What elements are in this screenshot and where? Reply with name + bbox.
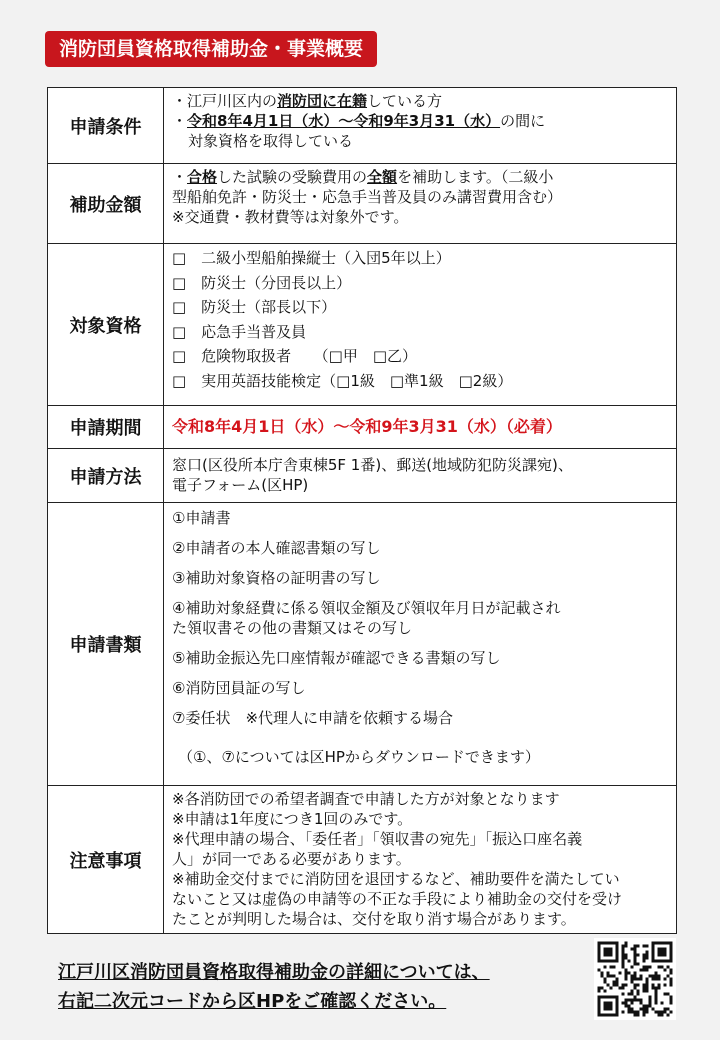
row-qualifications: [48, 244, 677, 406]
amount-l1-mid: した試験の受験費用の: [217, 168, 368, 186]
conditions-l1-suffix: している方: [367, 92, 443, 110]
qualification-item: □ 防災士（分団長以上）: [172, 273, 352, 292]
amount-l1-bold2: 全額: [367, 168, 398, 186]
footer-line-2: 右記二次元コードから区HPをご確認ください。: [58, 991, 447, 1012]
row-method: [48, 449, 677, 503]
conditions-l2-bullet: ・: [172, 112, 188, 130]
content-documents: [164, 503, 677, 786]
notes-line: ※補助金交付までに消防団を退団するなど、補助要件を満たしてい: [172, 870, 620, 888]
qr-code-icon[interactable]: [594, 938, 676, 1020]
document-item: ⑦委任状 ※代理人に申請を依頼する場合: [172, 709, 454, 727]
documents-note: （①、⑦については区HPからダウンロードできます）: [178, 748, 540, 766]
page-title: 消防団員資格取得補助金・事業概要: [45, 31, 377, 67]
content-notes: [164, 786, 677, 934]
method-l1: 窓口(区役所本庁舎東棟5F 1番)、郵送(地域防犯防災課宛)、: [172, 456, 573, 474]
notes-line: たことが判明した場合は、交付を取り消す場合があります。: [172, 910, 576, 928]
label-documents: 申請書類: [48, 503, 164, 786]
amount-l3: ※交通費・教材費等は対象外です。: [172, 208, 409, 226]
notes-line: 人」が同一である必要があります。: [172, 850, 411, 868]
qualification-item: □ 防災士（部長以下）: [172, 298, 337, 316]
document-item: た領収書その他の書類又はその写し: [172, 619, 413, 637]
document-item: ③補助対象資格の証明書の写し: [172, 569, 381, 587]
amount-l1-suffix: を補助します。（二級小: [397, 168, 554, 186]
qualification-item: □ 危険物取扱者 （□甲 □乙）: [172, 347, 418, 365]
method-l2: 電子フォーム(区HP): [172, 476, 309, 494]
notes-line: ※代理申請の場合、「委任者」「領収書の宛先」「振込口座名義: [172, 830, 583, 848]
amount-l2: 型船舶免許・防災士・応急手当普及員のみ講習費用含む）: [172, 188, 563, 206]
conditions-l1-prefix: ・江戸川区内の: [172, 92, 278, 110]
content-amount: [164, 164, 677, 244]
document-item: ⑥消防団員証の写し: [172, 679, 306, 697]
qualification-item: □ 二級小型船舶操縦士（入団5年以上）: [172, 249, 451, 267]
amount-l1-bold1: 合格: [187, 168, 218, 186]
conditions-l2-bold: 令和8年4月1日（水）～令和9年3月31（水）: [187, 112, 501, 130]
conditions-l3: 対象資格を取得している: [188, 132, 354, 150]
label-qualifications: 対象資格: [48, 244, 164, 406]
row-notes: [48, 786, 677, 934]
conditions-l1-bold: 消防団に在籍: [277, 92, 368, 110]
footer-text: [58, 958, 490, 1016]
label-conditions: 申請条件: [48, 88, 164, 164]
document-item: ②申請者の本人確認書類の写し: [172, 539, 381, 557]
amount-l1-prefix: ・: [172, 168, 188, 186]
row-period: [48, 406, 677, 449]
document-item: ④補助対象経費に係る領収金額及び領収年月日が記載され: [172, 599, 561, 617]
row-amount: [48, 164, 677, 244]
notes-line: ないこと又は虚偽の申請等の不正な手段により補助金の交付を受け: [172, 890, 623, 908]
row-conditions: [48, 88, 677, 164]
notes-line: ※申請は1年度につき1回のみです。: [172, 810, 413, 828]
content-qualifications: [164, 244, 677, 406]
document-item: ①申請書: [172, 509, 231, 527]
label-period: 申請期間: [48, 406, 164, 449]
qualification-item: □ 実用英語技能検定（□1級 □準1級 □2級）: [172, 371, 513, 390]
label-amount: 補助金額: [48, 164, 164, 244]
content-method: [164, 449, 677, 503]
footer-line-1: 江戸川区消防団員資格取得補助金の詳細については、: [58, 962, 490, 983]
conditions-l2-suffix: の間に: [500, 112, 546, 130]
document-item: ⑤補助金振込先口座情報が確認できる書類の写し: [172, 649, 501, 667]
qualification-item: □ 応急手当普及員: [172, 322, 307, 341]
notes-line: ※各消防団での希望者調査で申請した方が対象となります: [172, 790, 560, 808]
qr-code-graphic: [594, 938, 676, 1020]
row-documents: [48, 503, 677, 786]
content-period: 令和8年4月1日（水）～令和9年3月31（水）（必着）: [164, 406, 677, 449]
label-method: 申請方法: [48, 449, 164, 503]
overview-table: [47, 87, 677, 934]
label-notes: 注意事項: [48, 786, 164, 934]
content-conditions: [164, 88, 677, 164]
